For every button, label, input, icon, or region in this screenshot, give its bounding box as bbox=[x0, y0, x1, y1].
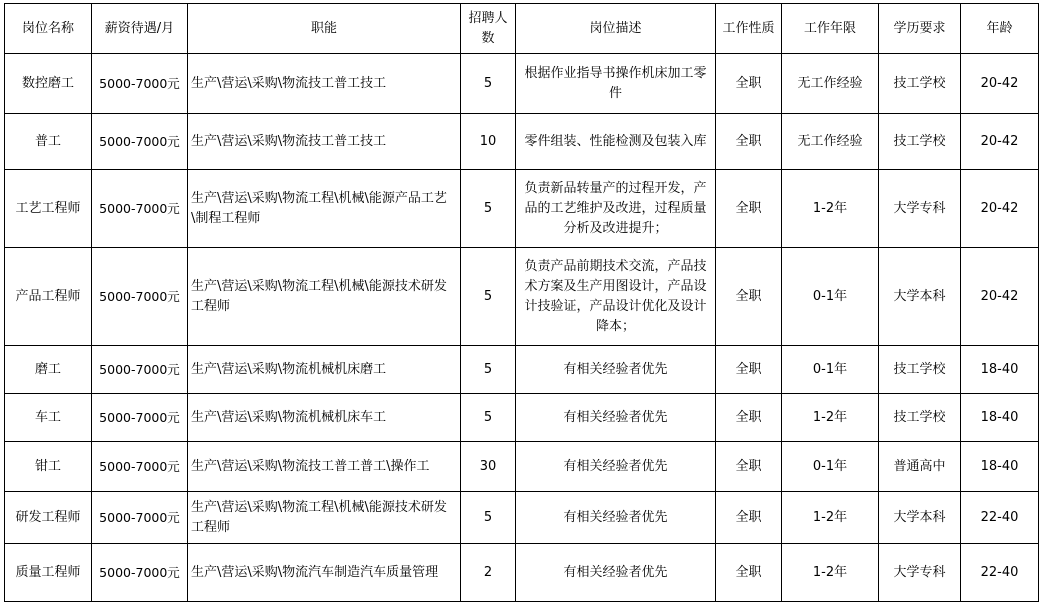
cell-recruit-count: 5 bbox=[461, 394, 516, 442]
cell-position: 磨工 bbox=[5, 346, 92, 394]
cell-salary: 5000-7000元 bbox=[92, 442, 188, 492]
header-row bbox=[5, 4, 1039, 54]
header-function: 职能 bbox=[188, 4, 461, 54]
cell-description: 有相关经验者优先 bbox=[516, 346, 716, 394]
table-row bbox=[5, 170, 1039, 248]
header-salary: 薪资待遇/月 bbox=[92, 4, 188, 54]
cell-position: 数控磨工 bbox=[5, 54, 92, 114]
table-row bbox=[5, 492, 1039, 544]
cell-position: 工艺工程师 bbox=[5, 170, 92, 248]
cell-function: 生产\营运\采购\物流技工普工技工 bbox=[188, 54, 461, 114]
cell-age: 20-42 bbox=[961, 54, 1039, 114]
cell-function: 生产\营运\采购\物流机械机床车工 bbox=[188, 394, 461, 442]
cell-work-type: 全职 bbox=[716, 346, 782, 394]
cell-age: 22-40 bbox=[961, 544, 1039, 602]
cell-position: 产品工程师 bbox=[5, 248, 92, 346]
header-description: 岗位描述 bbox=[516, 4, 716, 54]
cell-experience: 无工作经验 bbox=[782, 54, 879, 114]
cell-age: 20-42 bbox=[961, 170, 1039, 248]
cell-age: 18-40 bbox=[961, 442, 1039, 492]
cell-education: 普通高中 bbox=[879, 442, 961, 492]
cell-salary: 5000-7000元 bbox=[92, 114, 188, 170]
cell-experience: 1-2年 bbox=[782, 170, 879, 248]
cell-position: 车工 bbox=[5, 394, 92, 442]
cell-age: 22-40 bbox=[961, 492, 1039, 544]
cell-experience: 无工作经验 bbox=[782, 114, 879, 170]
table-row bbox=[5, 114, 1039, 170]
header-age: 年龄 bbox=[961, 4, 1039, 54]
cell-work-type: 全职 bbox=[716, 544, 782, 602]
cell-salary: 5000-7000元 bbox=[92, 248, 188, 346]
cell-work-type: 全职 bbox=[716, 114, 782, 170]
cell-function: 生产\营运\采购\物流技工普工普工\操作工 bbox=[188, 442, 461, 492]
cell-education: 技工学校 bbox=[879, 54, 961, 114]
cell-recruit-count: 5 bbox=[461, 248, 516, 346]
cell-age: 20-42 bbox=[961, 248, 1039, 346]
cell-education: 大学专科 bbox=[879, 544, 961, 602]
cell-work-type: 全职 bbox=[716, 54, 782, 114]
cell-position: 质量工程师 bbox=[5, 544, 92, 602]
cell-experience: 1-2年 bbox=[782, 394, 879, 442]
cell-salary: 5000-7000元 bbox=[92, 394, 188, 442]
cell-description: 有相关经验者优先 bbox=[516, 442, 716, 492]
cell-salary: 5000-7000元 bbox=[92, 54, 188, 114]
cell-function: 生产\营运\采购\物流工程\机械\能源技术研发工程师 bbox=[188, 492, 461, 544]
cell-position: 普工 bbox=[5, 114, 92, 170]
cell-function: 生产\营运\采购\物流技工普工技工 bbox=[188, 114, 461, 170]
cell-experience: 0-1年 bbox=[782, 346, 879, 394]
cell-function: 生产\营运\采购\物流工程\机械\能源技术研发工程师 bbox=[188, 248, 461, 346]
cell-education: 技工学校 bbox=[879, 346, 961, 394]
cell-salary: 5000-7000元 bbox=[92, 346, 188, 394]
cell-education: 大学本科 bbox=[879, 248, 961, 346]
table-row bbox=[5, 248, 1039, 346]
cell-function: 生产\营运\采购\物流工程\机械\能源产品工艺\制程工程师 bbox=[188, 170, 461, 248]
cell-recruit-count: 2 bbox=[461, 544, 516, 602]
cell-position: 研发工程师 bbox=[5, 492, 92, 544]
cell-age: 18-40 bbox=[961, 394, 1039, 442]
cell-function: 生产\营运\采购\物流机械机床磨工 bbox=[188, 346, 461, 394]
cell-education: 大学本科 bbox=[879, 492, 961, 544]
cell-education: 技工学校 bbox=[879, 114, 961, 170]
cell-experience: 0-1年 bbox=[782, 248, 879, 346]
cell-recruit-count: 5 bbox=[461, 492, 516, 544]
cell-work-type: 全职 bbox=[716, 394, 782, 442]
cell-description: 根据作业指导书操作机床加工零件 bbox=[516, 54, 716, 114]
cell-education: 大学专科 bbox=[879, 170, 961, 248]
header-recruit-count: 招聘人数 bbox=[461, 4, 516, 54]
cell-recruit-count: 5 bbox=[461, 346, 516, 394]
cell-recruit-count: 30 bbox=[461, 442, 516, 492]
header-experience: 工作年限 bbox=[782, 4, 879, 54]
cell-experience: 1-2年 bbox=[782, 544, 879, 602]
cell-salary: 5000-7000元 bbox=[92, 170, 188, 248]
cell-age: 18-40 bbox=[961, 346, 1039, 394]
cell-recruit-count: 5 bbox=[461, 54, 516, 114]
cell-experience: 1-2年 bbox=[782, 492, 879, 544]
table-row bbox=[5, 544, 1039, 602]
cell-description: 负责产品前期技术交流，产品技术方案及生产用图设计，产品设计技验证，产品设计优化及设计降本； bbox=[516, 248, 716, 346]
cell-age: 20-42 bbox=[961, 114, 1039, 170]
cell-description: 有相关经验者优先 bbox=[516, 544, 716, 602]
header-position: 岗位名称 bbox=[5, 4, 92, 54]
cell-salary: 5000-7000元 bbox=[92, 492, 188, 544]
cell-work-type: 全职 bbox=[716, 442, 782, 492]
table-row bbox=[5, 442, 1039, 492]
job-table bbox=[4, 3, 1039, 602]
cell-description: 负责新品转量产的过程开发，产品的工艺维护及改进，过程质量分析及改进提升； bbox=[516, 170, 716, 248]
cell-work-type: 全职 bbox=[716, 170, 782, 248]
table-row bbox=[5, 54, 1039, 114]
cell-education: 技工学校 bbox=[879, 394, 961, 442]
cell-work-type: 全职 bbox=[716, 248, 782, 346]
cell-work-type: 全职 bbox=[716, 492, 782, 544]
cell-recruit-count: 10 bbox=[461, 114, 516, 170]
cell-salary: 5000-7000元 bbox=[92, 544, 188, 602]
cell-recruit-count: 5 bbox=[461, 170, 516, 248]
cell-position: 钳工 bbox=[5, 442, 92, 492]
cell-description: 有相关经验者优先 bbox=[516, 394, 716, 442]
cell-function: 生产\营运\采购\物流汽车制造汽车质量管理 bbox=[188, 544, 461, 602]
header-education: 学历要求 bbox=[879, 4, 961, 54]
cell-description: 有相关经验者优先 bbox=[516, 492, 716, 544]
cell-experience: 0-1年 bbox=[782, 442, 879, 492]
table-row bbox=[5, 394, 1039, 442]
header-work-type: 工作性质 bbox=[716, 4, 782, 54]
table-row bbox=[5, 346, 1039, 394]
cell-description: 零件组装、性能检测及包装入库 bbox=[516, 114, 716, 170]
